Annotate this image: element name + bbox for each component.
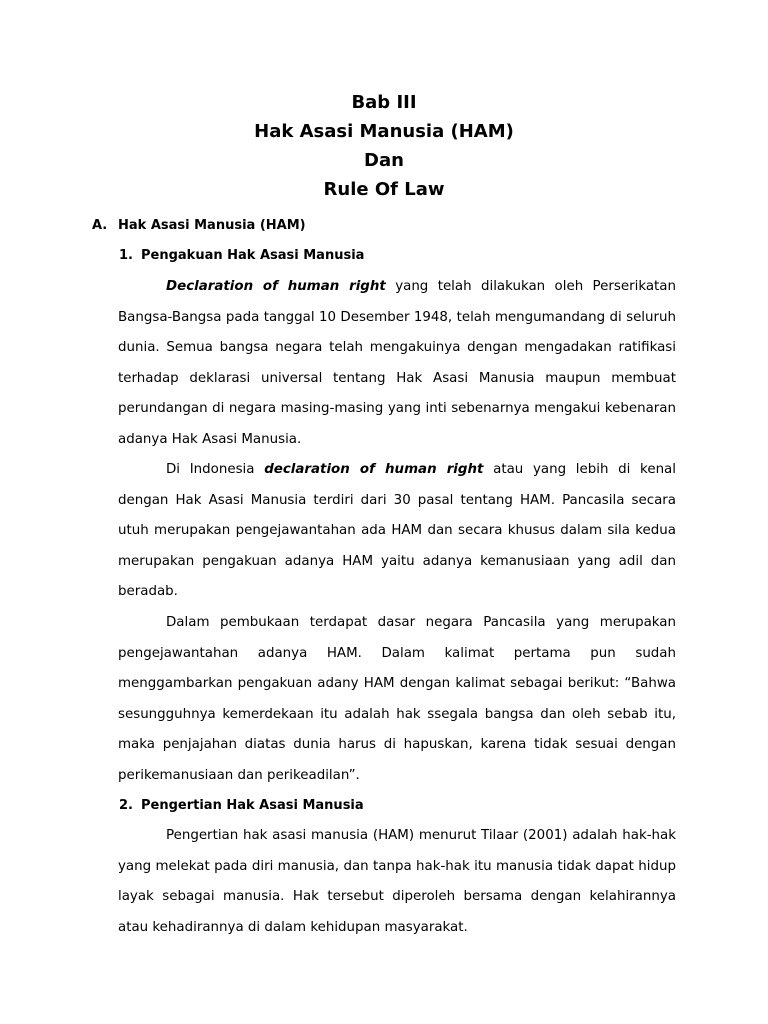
title-line-2: Hak Asasi Manusia (HAM) — [254, 121, 514, 142]
paragraph-2 — [118, 455, 676, 608]
section-a-label: Hak Asasi Manusia (HAM) — [118, 218, 306, 233]
paragraph-1-emphasis: Declaration of human right — [166, 279, 386, 294]
subsection-2-marker: 2. — [119, 798, 133, 813]
subsection-1-marker: 1. — [119, 248, 133, 263]
subsection-1-label: Pengakuan Hak Asasi Manusia — [141, 248, 365, 263]
section-a-marker: A. — [92, 218, 108, 233]
paragraph-3-text: Dalam pembukaan terdapat dasar negara Pancasila yang merupakan pengejawantahan adanya HAM. Dalam kalimat pertama pun sudah menggambarkan pengakuan adany HAM dengan kalimat sebagai berikut: “Bahwa sesungguhnya kemerdekaan itu adalah hak ssegala bangsa dan oleh sebab itu, maka penjajahan diatas dunia harus di hapuskan, karena tidak sesuai dengan perikemanusiaan dan perikeadilan”. — [118, 615, 676, 783]
subsection-2-label: Pengertian Hak Asasi Manusia — [141, 798, 364, 813]
paragraph-2-text: atau yang lebih di kenal dengan Hak Asasi Manusia terdiri dari 30 pasal tentang HAM. Pancasila secara utuh merupakan pengejawantahan ada HAM dan secara khusus dalam sila kedua merupakan pengakuan adanya HAM yaitu adanya kemanusiaan yang adil dan beradab. — [118, 462, 676, 600]
paragraph-1 — [118, 272, 676, 456]
paragraph-2-lead: Di Indonesia — [166, 462, 265, 477]
paragraph-3 — [118, 608, 676, 792]
chapter-title — [0, 88, 768, 204]
section-a-heading — [92, 217, 306, 235]
paragraph-1-text: yang telah dilakukan oleh Perserikatan Bangsa-Bangsa pada tanggal 10 Desember 1948, telah mengumandang di seluruh dunia. Semua bangsa negara telah mengakuinya dengan mengadakan ratifikasi terhadap deklarasi universal tentang Hak Asasi Manusia maupun membuat perundangan di negara masing-masing yang inti sebenarnya mengakui kebenaran adanya Hak Asasi Manusia. — [118, 279, 677, 447]
title-line-3: Dan — [364, 150, 404, 171]
paragraph-4-text: Pengertian hak asasi manusia (HAM) menurut Tilaar (2001) adalah hak-hak yang melekat pada diri manusia, dan tanpa hak-hak itu manusia tidak dapat hidup layak sebagai manusia. Hak tersebut diperoleh bersama dengan kelahirannya atau kehadirannya di dalam kehidupan masyarakat. — [118, 828, 676, 935]
paragraph-2-emphasis: declaration of human right — [264, 462, 484, 477]
title-line-4: Rule Of Law — [323, 179, 445, 200]
title-line-1: Bab III — [351, 92, 417, 113]
subsection-1-heading — [119, 247, 364, 265]
subsection-2-heading — [119, 797, 364, 815]
paragraph-4 — [118, 821, 676, 943]
